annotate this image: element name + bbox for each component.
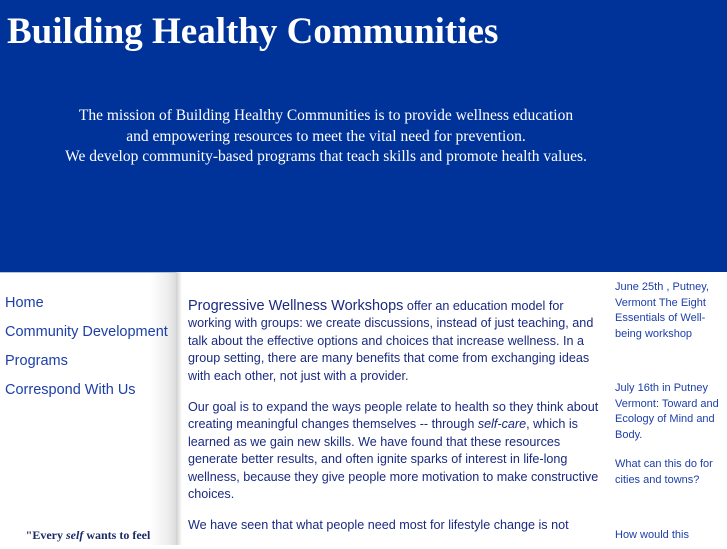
sidebar-divider: [176, 272, 182, 545]
mission-statement: [0, 106, 652, 168]
intro-paragraph: [188, 298, 600, 385]
how-would-link[interactable]: How would this: [615, 529, 689, 541]
goal-paragraph: [188, 399, 600, 503]
main-content: [188, 298, 600, 549]
mission-line: The mission of Building Healthy Communities is to provide wellness education: [78, 107, 574, 124]
events-column: [615, 280, 719, 544]
mission-line: and empowering resources to meet the vital need for prevention.: [126, 127, 526, 145]
site-title: Building Healthy Communities: [7, 11, 499, 52]
nav-link-programs[interactable]: Programs: [5, 353, 68, 369]
quote-end: wants to feel: [83, 528, 151, 542]
nav-link-home[interactable]: Home: [5, 295, 44, 311]
quote-start: "Every: [25, 528, 66, 542]
nav-link-community-development[interactable]: Community Development: [5, 324, 168, 340]
quote-emphasis: self: [66, 528, 84, 542]
goal-emphasis: self-care: [477, 417, 527, 432]
mission-line: We develop community-based programs that teach skills and promote health values.: [65, 148, 587, 165]
nav-link-correspond[interactable]: Correspond With Us: [5, 382, 136, 398]
nav-item-correspond: [5, 381, 168, 410]
sidebar: [0, 272, 176, 545]
goal-text-end: , which is learned as we gain new skills. We have found that these resources generate better results, and often ignite sparks of interest in life-long wellness, because they give people more motivation to make constructive choices.: [188, 417, 599, 502]
event-link-june[interactable]: June 25th , Putney, Vermont The Eight Essentials of Well-being workshop: [615, 281, 709, 340]
nav-item-home: [5, 294, 168, 323]
nav-item-programs: [5, 352, 168, 381]
goal-text-start: Our goal is to expand the ways people relate to health so they think about creating meaningful changes themselves -- through: [188, 400, 599, 432]
site-header: [0, 0, 727, 272]
sidebar-quote: [0, 528, 176, 543]
event-link-july[interactable]: July 16th in Putney Vermont: Toward and Ecology of Mind and Body.: [615, 382, 719, 441]
main-nav: [5, 294, 168, 410]
intro-lead: Progressive Wellness Workshops: [188, 298, 404, 314]
cities-link[interactable]: What can this do for cities and towns?: [615, 458, 713, 486]
intro-text: offer an education model for working with groups: we create discussions, instead of just teaching, and talk about the effective options and choices that increase wellness. In a group setting, there are many benefits that come from exchanging ideas with each other, not just with a provider.: [188, 299, 594, 383]
needs-paragraph: We have seen that what people need most for lifestyle change is not: [188, 518, 569, 533]
nav-item-community-development: [5, 323, 168, 352]
